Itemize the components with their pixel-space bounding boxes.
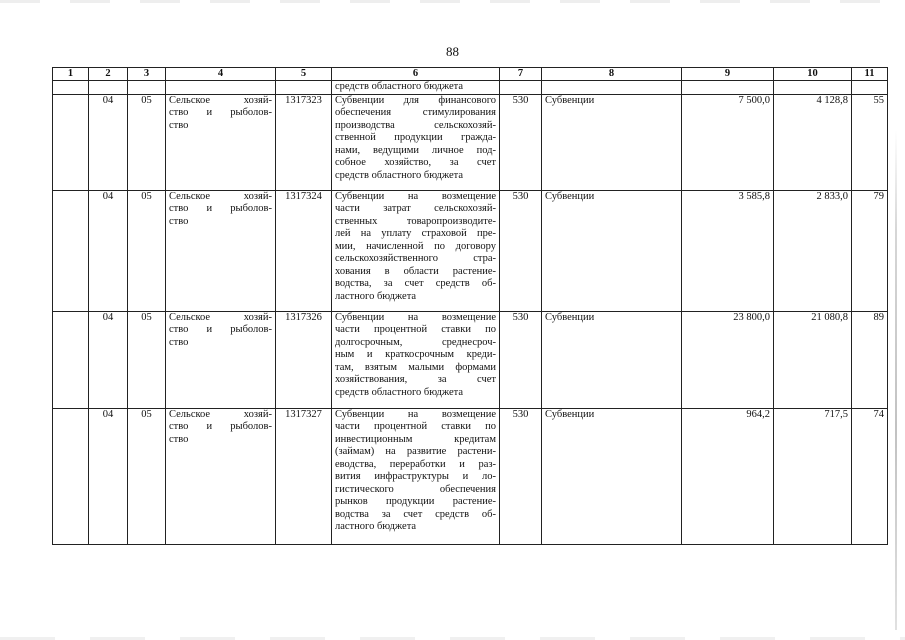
table-row [53, 311, 888, 408]
expense-description-line: ластного бюджета [335, 290, 417, 302]
expense-description [332, 408, 500, 544]
expense-description-line: водства за счет средств об- [335, 508, 496, 520]
actual-amount: 4 128,8 [774, 94, 852, 190]
target-article-code: 1317324 [276, 190, 332, 311]
expense-description-line: еводства, переработки и раз- [335, 458, 496, 470]
section-code: 04 [89, 190, 128, 311]
col-header-7: 7 [500, 68, 542, 81]
scan-top-edge [0, 0, 905, 3]
expense-description-line: гистического обеспечения [335, 483, 496, 495]
section-name [166, 311, 276, 408]
subsection-code: 05 [128, 94, 166, 190]
target-article-code: 1317323 [276, 94, 332, 190]
section-name-line: Сельское хозяй- [169, 94, 272, 106]
expense-description-line: Субвенции на возмещение [335, 408, 496, 420]
expense-description-line: хования в области растение- [335, 265, 496, 277]
row-col-1 [53, 408, 89, 544]
expense-description-line: обеспечения стимулирования [335, 107, 496, 118]
execution-percent: 79 [852, 190, 888, 311]
expense-description-line: ным и краткосрочным креди- [335, 349, 496, 360]
continuation-row [53, 81, 888, 95]
expense-description-line: нами, ведущими личное под- [335, 144, 496, 156]
expense-type-name: Субвенции [542, 190, 682, 311]
planned-amount: 7 500,0 [682, 94, 774, 190]
expense-description-line: Субвенции для финансового [335, 94, 496, 106]
col-header-5: 5 [276, 68, 332, 81]
expense-description-line: ственных товаропроизводите- [335, 215, 496, 227]
section-name-line: ство [169, 119, 189, 131]
col-header-9: 9 [682, 68, 774, 81]
section-name-line: ство и рыболов- [169, 421, 272, 432]
table-row [53, 408, 888, 544]
execution-percent: 89 [852, 311, 888, 408]
planned-amount: 23 800,0 [682, 311, 774, 408]
execution-percent: 74 [852, 408, 888, 544]
target-article-code: 1317327 [276, 408, 332, 544]
table-row [53, 94, 888, 190]
subsection-code: 05 [128, 408, 166, 544]
expense-description-line: вития инфраструктуры и ло- [335, 471, 496, 482]
budget-table [52, 67, 888, 545]
section-code: 04 [89, 311, 128, 408]
header-row [53, 68, 888, 81]
expense-description-line: части процентной ставки по [335, 421, 496, 432]
section-name-line: Сельское хозяй- [169, 311, 272, 323]
col-header-10: 10 [774, 68, 852, 81]
col-header-2: 2 [89, 68, 128, 81]
expense-description-line: долгосрочным, среднесроч- [335, 336, 496, 348]
expense-description-line: собное хозяйство, за счет [335, 157, 496, 168]
expense-description-line: мии, начисленной по договору [335, 240, 496, 252]
subsection-code: 05 [128, 311, 166, 408]
expense-type-code: 530 [500, 311, 542, 408]
section-code: 04 [89, 408, 128, 544]
section-name [166, 408, 276, 544]
expense-type-code: 530 [500, 408, 542, 544]
expense-description-line: (займам) на развитие растени- [335, 446, 496, 457]
planned-amount: 3 585,8 [682, 190, 774, 311]
target-article-code: 1317326 [276, 311, 332, 408]
col-header-11: 11 [852, 68, 888, 81]
section-name-line: ство [169, 215, 189, 227]
section-name-line: Сельское хозяй- [169, 408, 272, 420]
scan-right-edge [895, 130, 897, 630]
continuation-description: средств областного бюджета [332, 81, 500, 95]
expense-description-line: хозяйствования, за счет [335, 374, 496, 385]
expense-description [332, 311, 500, 408]
section-name-line: ство и рыболов- [169, 324, 272, 335]
row-col-1 [53, 311, 89, 408]
expense-description-line: Субвенции на возмещение [335, 190, 496, 202]
table-row [53, 190, 888, 311]
col-header-8: 8 [542, 68, 682, 81]
expense-description [332, 190, 500, 311]
col-header-4: 4 [166, 68, 276, 81]
expense-description-line: производства сельскохозяй- [335, 119, 496, 131]
expense-description-line: инвестиционным кредитам [335, 433, 496, 445]
actual-amount: 21 080,8 [774, 311, 852, 408]
expense-description-line: лей на уплату страховой пре- [335, 228, 496, 239]
expense-description-line: ластного бюджета [335, 521, 417, 532]
actual-amount: 717,5 [774, 408, 852, 544]
expense-description-line: водства, за счет средств об- [335, 278, 496, 289]
execution-percent: 55 [852, 94, 888, 190]
expense-description-line: ственной продукции гражда- [335, 132, 496, 143]
col-header-1: 1 [53, 68, 89, 81]
expense-description-line: там, взятым малыми формами [335, 361, 496, 373]
expense-type-code: 530 [500, 94, 542, 190]
page-number: 88 [446, 44, 459, 59]
expense-description-line: части затрат сельскохозяй- [335, 203, 496, 214]
planned-amount: 964,2 [682, 408, 774, 544]
expense-type-code: 530 [500, 190, 542, 311]
section-name-line: ство и рыболов- [169, 203, 272, 214]
section-name-line: ство и рыболов- [169, 107, 272, 118]
expense-description-line: сельскохозяйственного стра- [335, 253, 496, 264]
expense-description-line: средств областного бюджета [335, 386, 464, 398]
section-name [166, 94, 276, 190]
expense-description [332, 94, 500, 190]
section-name [166, 190, 276, 311]
row-col-1 [53, 94, 89, 190]
expense-type-name: Субвенции [542, 94, 682, 190]
row-col-1 [53, 190, 89, 311]
section-name-line: ство [169, 336, 189, 348]
expense-description-line: части процентной ставки по [335, 324, 496, 335]
subsection-code: 05 [128, 190, 166, 311]
actual-amount: 2 833,0 [774, 190, 852, 311]
expense-description-line: рынков продукции растение- [335, 496, 496, 507]
section-name-line: ство [169, 433, 189, 445]
expense-description-line: Субвенции на возмещение [335, 311, 496, 323]
expense-type-name: Субвенции [542, 311, 682, 408]
col-header-6: 6 [332, 68, 500, 81]
col-header-3: 3 [128, 68, 166, 81]
section-name-line: Сельское хозяй- [169, 190, 272, 202]
section-code: 04 [89, 94, 128, 190]
expense-type-name: Субвенции [542, 408, 682, 544]
expense-description-line: средств областного бюджета [335, 169, 464, 181]
